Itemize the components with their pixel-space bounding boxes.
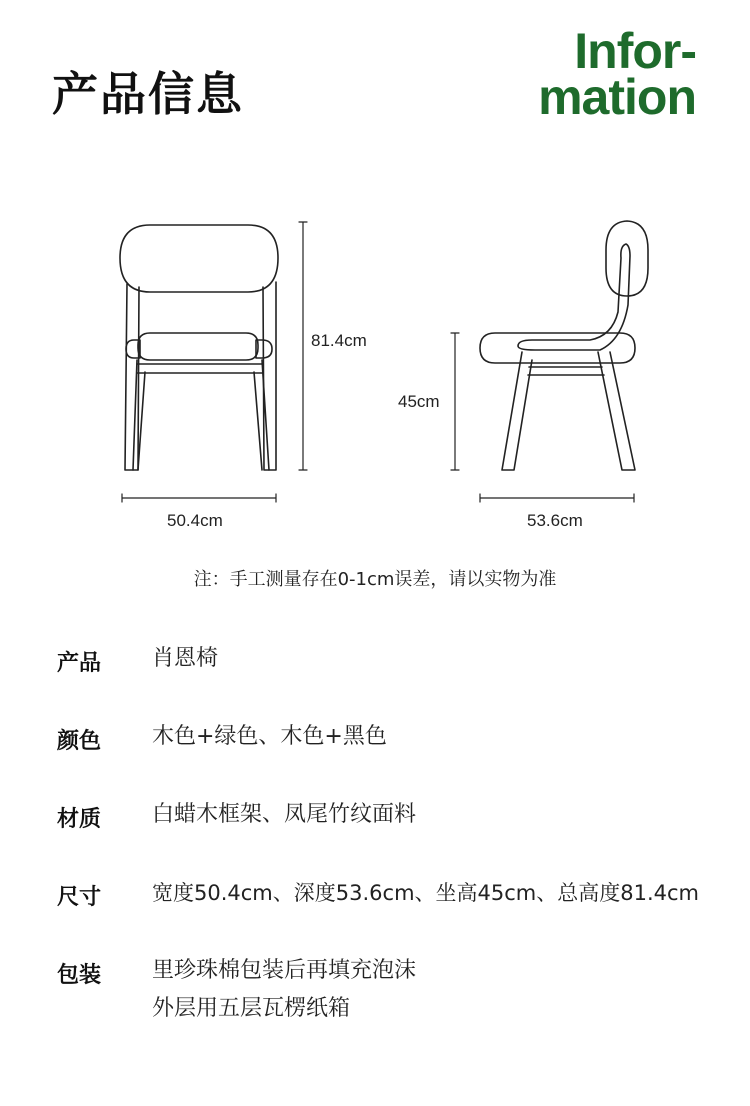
- side-dimension-lines: [451, 333, 634, 502]
- packaging-line-1: 里珍珠棉包装后再填充泡沫: [152, 958, 417, 983]
- spec-value-size: 宽度50.4cm、深度53.6cm、坐高45cm、总高度81.4cm: [152, 881, 700, 905]
- height-dimension-label: 81.4cm: [311, 331, 367, 350]
- spec-value-product: 肖恩椅: [152, 646, 219, 671]
- front-right-post: [263, 282, 276, 470]
- side-back-frame: [518, 244, 630, 350]
- page-title: 产品信息: [52, 67, 244, 121]
- spec-value-packaging: [152, 952, 416, 1028]
- front-seat: [138, 333, 258, 360]
- width-dimension-label: 50.4cm: [167, 511, 223, 530]
- side-backrest: [606, 221, 648, 296]
- side-rail: [528, 367, 604, 375]
- chair-side-view: [480, 221, 648, 470]
- front-right-leg: [254, 360, 269, 470]
- front-rail: [137, 364, 262, 373]
- measurement-note: 注：手工测量存在0-1cm误差，请以实物为准: [193, 569, 557, 590]
- front-dimension-lines: [122, 222, 307, 502]
- spec-value-color: 木色+绿色、木色+黑色: [152, 724, 387, 749]
- front-backrest: [120, 225, 278, 292]
- side-rear-leg: [598, 352, 635, 470]
- spec-label-packaging: 包装: [57, 963, 102, 988]
- spec-label-material: 材质: [57, 807, 102, 832]
- spec-label-size: 尺寸: [57, 885, 102, 910]
- packaging-line-2: 外层用五层瓦楞纸箱: [152, 996, 351, 1021]
- brand-line-1: Infor-: [574, 23, 696, 79]
- side-front-leg: [502, 352, 532, 470]
- depth-dimension-label: 53.6cm: [527, 511, 583, 530]
- brand-line-2: mation: [538, 69, 696, 125]
- seat-height-dimension-label: 45cm: [398, 392, 440, 411]
- spec-label-product: 产品: [57, 651, 102, 676]
- chair-front-view: [120, 225, 278, 470]
- spec-label-color: 颜色: [57, 729, 102, 754]
- spec-value-material: 白蜡木框架、凤尾竹纹面料: [152, 802, 417, 827]
